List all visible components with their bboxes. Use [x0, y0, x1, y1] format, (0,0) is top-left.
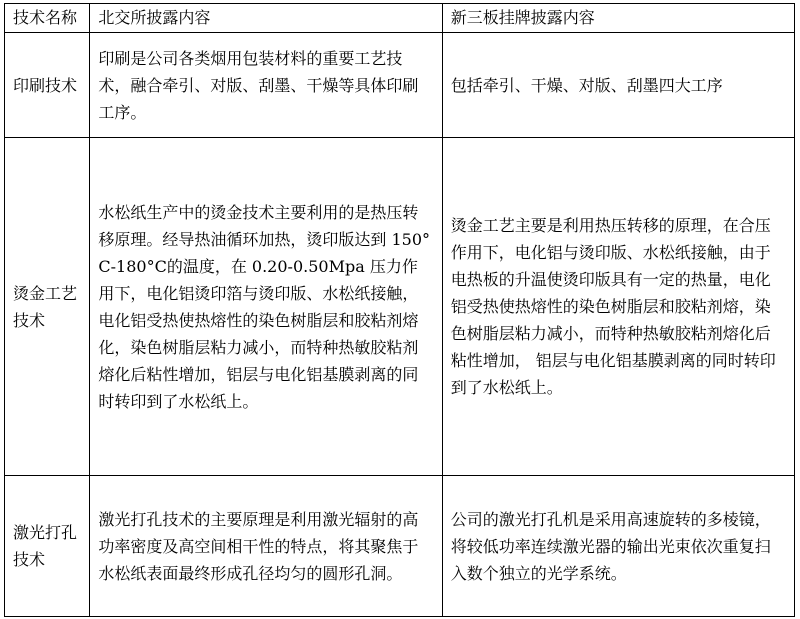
tech-name-cell: 激光打孔技术	[5, 476, 90, 617]
neeq-content-cell: 烫金工艺主要是利用热压转移的原理，在合压作用下，电化铝与烫印版、水松纸接触，由于电热板的升温使烫印版具有一定的热量，电化铝受热使热熔性的染色树脂层和胶粘剂熔，染色树脂层粘力减小，而特种热敏胶粘剂熔化后粘性增加， 铝层与电化铝基膜剥离的同时转印到了水松纸上。	[442, 138, 794, 476]
header-row	[5, 4, 795, 33]
bse-content-cell: 印刷是公司各类烟用包装材料的重要工艺技术，融合牵引、对版、刮墨、干燥等具体印刷工序。	[90, 33, 442, 138]
header-tech-name: 技术名称	[5, 4, 90, 33]
bse-content-cell: 激光打孔技术的主要原理是利用激光辐射的高功率密度及高空间相干性的特点，将其聚焦于水松纸表面最终形成孔径均匀的圆形孔洞。	[90, 476, 442, 617]
header-neeq-disclosure: 新三板挂牌披露内容	[442, 4, 794, 33]
table-row	[5, 138, 795, 476]
table-row	[5, 476, 795, 617]
disclosure-comparison-table	[4, 3, 795, 617]
table-row	[5, 33, 795, 138]
neeq-content-cell: 公司的激光打孔机是采用高速旋转的多棱镜，将较低功率连续激光器的输出光束依次重复扫入数个独立的光学系统。	[442, 476, 794, 617]
tech-name-cell: 烫金工艺技术	[5, 138, 90, 476]
bse-content-cell: 水松纸生产中的烫金技术主要利用的是热压转移原理。经导热油循环加热，烫印版达到 150°C-180°C的温度，在 0.20-0.50Mpa 压力作用下，电化铝烫印箔与烫印版、水松纸接触，电化铝受热使热熔性的染色树脂层和胶粘剂熔化，染色树脂层粘力减小，而特种热敏胶粘剂 熔化后粘性增加，铝层与电化铝基膜剥离的同时转印到了水松纸上。	[90, 138, 442, 476]
tech-name-cell: 印刷技术	[5, 33, 90, 138]
neeq-content-cell: 包括牵引、干燥、对版、刮墨四大工序	[442, 33, 794, 138]
header-bse-disclosure: 北交所披露内容	[90, 4, 442, 33]
